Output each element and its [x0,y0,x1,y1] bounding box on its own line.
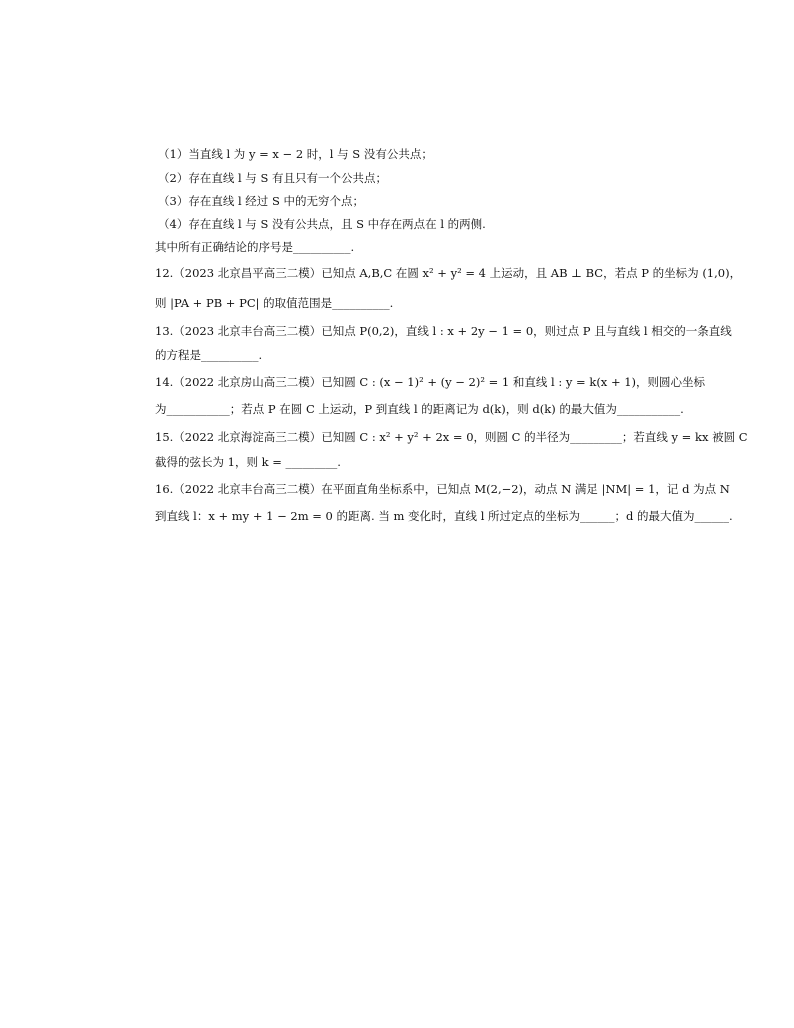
option-2: （2）存在直线 l 与 S 有且只有一个公共点； [158,171,387,185]
question-13-line-1: 13.（2023 北京丰台高三二模）已知点 P(0,2)，直线 l : x + 2y − 1 = 0，则过点 P 且与直线 l 相交的一条直线 [155,324,732,338]
option-3: （3）存在直线 l 经过 S 中的无穷个点； [158,194,364,208]
question-13-line-2: 的方程是__________. [155,348,263,362]
option-4: （4）存在直线 l 与 S 没有公共点，且 S 中存在两点在 l 的两侧. [158,217,486,231]
option-1: （1）当直线 l 为 y = x − 2 时，l 与 S 没有公共点； [158,147,433,161]
question-12-line-1: 12.（2023 北京昌平高三二模）已知点 A,B,C 在圆 x² + y² = 4 上运动，且 AB ⊥ BC，若点 P 的坐标为 (1,0)， [155,266,742,280]
question-15-line-1: 15.（2022 北京海淀高三二模）已知圆 C : x² + y² + 2x = 0，则圆 C 的半径为_________；若直线 y = kx 被圆 C [155,430,748,444]
question-14-line-2: 为___________；若点 P 在圆 C 上运动，P 到直线 l 的距离记为 d(k)，则 d(k) 的最大值为___________. [155,402,684,416]
question-16-line-2: 到直线 l：x + my + 1 − 2m = 0 的距离. 当 m 变化时，直线 l 所过定点的坐标为______；d 的最大值为______. [155,509,733,523]
question-15-line-2: 截得的弦长为 1，则 k = _________. [155,455,341,469]
question-11-prompt: 其中所有正确结论的序号是__________. [155,240,355,254]
question-12-line-2: 则 |PA + PB + PC| 的取值范围是__________. [155,296,394,310]
question-14-line-1: 14.（2022 北京房山高三二模）已知圆 C : (x − 1)² + (y − 2)² = 1 和直线 l : y = k(x + 1)，则圆心坐标 [155,375,706,389]
question-16-line-1: 16.（2022 北京丰台高三二模）在平面直角坐标系中，已知点 M(2,−2)，动点 N 满足 |NM| = 1，记 d 为点 N [155,482,730,496]
